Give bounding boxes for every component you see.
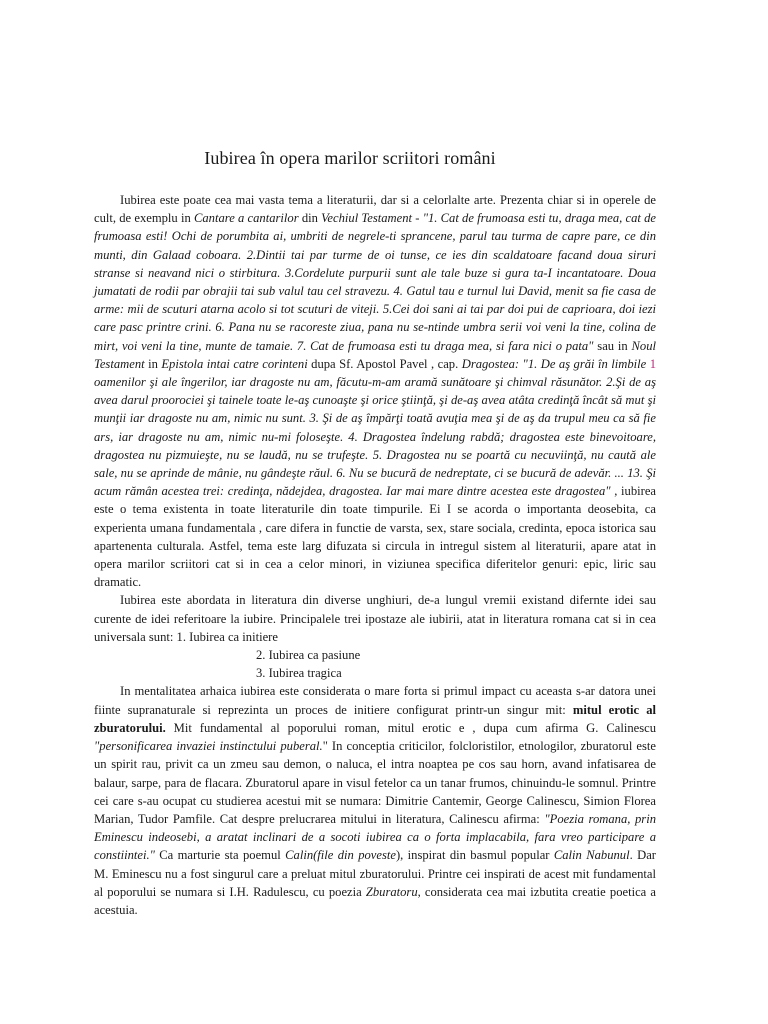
- work-title-epistola: Epistola intai catre corinteni: [161, 356, 308, 371]
- text-run: , iubirea este o tema existenta in toate literaturile din toate timpurile. Ei I se acorda o importanta deosebita, ca experienta umana fundamentala , care difera in functie de varsta, sex, stare sociala, credinta, epoca istorica sau apartenenta culturala. Astfel, tema este larg difuzata si circula in intregul sistem al literaturii, apare atat in opera marilor scriitori cat si in cea a celor minori, in viziunea specifica diferitelor genuri: epic, liric sau dramatic.: [94, 484, 656, 590]
- paragraph-3: [94, 682, 656, 919]
- text-run: , considerata cea mai izbutita creatie poetica a acestuia.: [94, 884, 656, 917]
- text-run: . Dar M. Eminescu nu a fost singurul care a preluat mitul zburatorului. Printre cei inspirati de acest mit fundamental al poporului se numara si I.H. Radulescu, cu poezia: [94, 848, 656, 899]
- text-run: sau in: [593, 338, 632, 353]
- text-run: dupa Sf. Apostol Pavel , cap.: [307, 356, 462, 371]
- work-title-calin-nabunul: Calin Nabunul: [553, 848, 630, 863]
- text-run: " In conceptia criticilor, folcloristilor, etnologilor, zburatorul este un spirit rau, privit ca un zmeu sau demon, o naluca, el intra noaptea pe cos sau horn, avand infatisarea de balaur, sarpe, para de flacara. Zburatorul apare in visul fetelor ca un tanar frumos, chinuindu-le somnul. Printre cei care s-au ocupat cu studierea acestui mit se numara: Dimitrie Cantemir, George Calinescu, Simion Florea Marian, Tudor Pamfile. Cat despre prelucrarea mitului in literatura, Calinescu afirma:: [94, 739, 657, 826]
- text-run: Iubirea este abordata in literatura din diverse unghiuri, de-a lungul vremii existand difernte idei sau curente de idei referitoare la iubire. Principalele trei ipostaze ale iubirii, atat in literatura romana cat si in cea universala sunt:: [94, 593, 656, 644]
- text-run: ), inspirat din basmul popular: [395, 848, 554, 863]
- work-title-noul-testament: Noul Testament: [94, 338, 656, 371]
- work-title-zburatoru: Zburatoru: [365, 884, 418, 899]
- text-run: din: [298, 211, 322, 226]
- text-run: Iubirea este poate cea mai vasta tema a literaturii, dar si a celorlalte arte. Prezenta chiar si in operele de cult, de exemplu in: [94, 193, 656, 226]
- work-title-vechiul-testament: Vechiul Testament: [321, 211, 413, 226]
- quote-calinescu-2: "Poezia romana, prin Eminescu indeosebi, a aratat inclinari de a socoti iubirea ca o forta implacabila, fara vreo participare a constiintei.": [94, 811, 656, 863]
- quote-corinteni-start: "1. De aş grăi în limbile: [519, 356, 650, 371]
- list-item: 1. Iubirea ca initiere: [176, 629, 278, 644]
- list-item: 3. Iubirea tragica: [256, 666, 342, 681]
- quote-corinteni: oamenilor şi ale îngerilor, iar dragoste nu am, făcutu-m-am aramă sunătoare şi chimval răsunător. 2.Şi de aş avea darul proorociei şi tainele toate le-aş cunoaşte şi orice ştiinţă, şi de-aş avea atâta credinţă încât să mut şi munţii iar dragoste nu am, nimic nu sunt. 3. Şi de aş împărţi toată avuţia mea şi de aş da trupul meu ca să fie ars, iar dragoste nu am, nimic nu-mi foloseşte. 4. Dragostea îndelung rabdă; dragostea este binevoitoare, dragostea nu pizmuieşte, nu se laudă, nu se trufeşte. 5. Dragostea nu se poartă cu necuviinţă, nu caută ale sale, nu se aprinde de mânie, nu gândeşte răul. 6. Nu se bucură de nedreptate, ci se bucură de adevăr. ... 13. Şi acum rămân acestea trei: credinţa, nădejdea, dragostea. Iar mai mare dintre acestea este dragostea": [94, 375, 656, 499]
- text-run: in: [144, 356, 162, 371]
- document-body: [94, 191, 656, 919]
- quote-calinescu-1: "personificarea invaziei instinctului puberal.: [94, 739, 323, 754]
- ipostaze-list: [94, 646, 656, 682]
- text-run: Mit fundamental al poporului roman, mitul erotic e , dupa cum afirma G. Calinescu: [165, 720, 656, 735]
- work-title-calin: Calin(file din poveste: [285, 848, 396, 863]
- quote-cantarea: "1. Cat de frumoasa esti tu, draga mea, cat de frumoasa esti! Ochi de porumbita ai, umbriti de negrele-ti sprancene, parul tau turma de capre pare, ce din munti, din Galaad coboara. 2.Dintii tai par turme de oi tunse, ce ies din scaldatoare facand doua siruri stranse si neavand nici o stirbitura. 3.Cordelute purpurii sunt ale tale buze si gura ta-I incantatoare. Doua jumatati de rodii par obrajii tai sub valul tau cel stravezu. 4. Gatul tau e turnul lui David, menit sa fie casa de arme: mii de scuturi atarna acolo si tot scuturi de viteji. 5.Cei doi sani ai tai par doi pui de caprioara, doi iezi care pasc printre crini. 6. Pana nu se racoreste ziua, pana nu se-ntinde umbra serii voi veni la tine, colina de mirt, voi veni la tine, munte de tamaie. 7. Cat de frumoasa esti tu draga mea, si fara nici o pata": [94, 211, 656, 353]
- page-title: Iubirea în opera marilor scriitori români: [204, 148, 496, 168]
- footnote-marker[interactable]: 1: [649, 356, 657, 371]
- paragraph-2: [94, 591, 656, 646]
- bold-term: mitul erotic al zburatorului.: [94, 702, 656, 735]
- chapter-title: Dragostea:: [461, 356, 520, 371]
- paragraph-1: [94, 191, 656, 591]
- text-run: Ca marturie sta poemul: [154, 848, 286, 863]
- text-run: -: [412, 211, 423, 226]
- work-title-cantarea: Cantare a cantarilor: [193, 211, 299, 226]
- list-item: 2. Iubirea ca pasiune: [256, 648, 361, 663]
- text-run: In mentalitatea arhaica iubirea este considerata o mare forta si primul impact cu aceasta s-ar datora unei fiinte supranaturale si reprezinta un proces de initiere configurat printr-un singur mit:: [94, 684, 656, 717]
